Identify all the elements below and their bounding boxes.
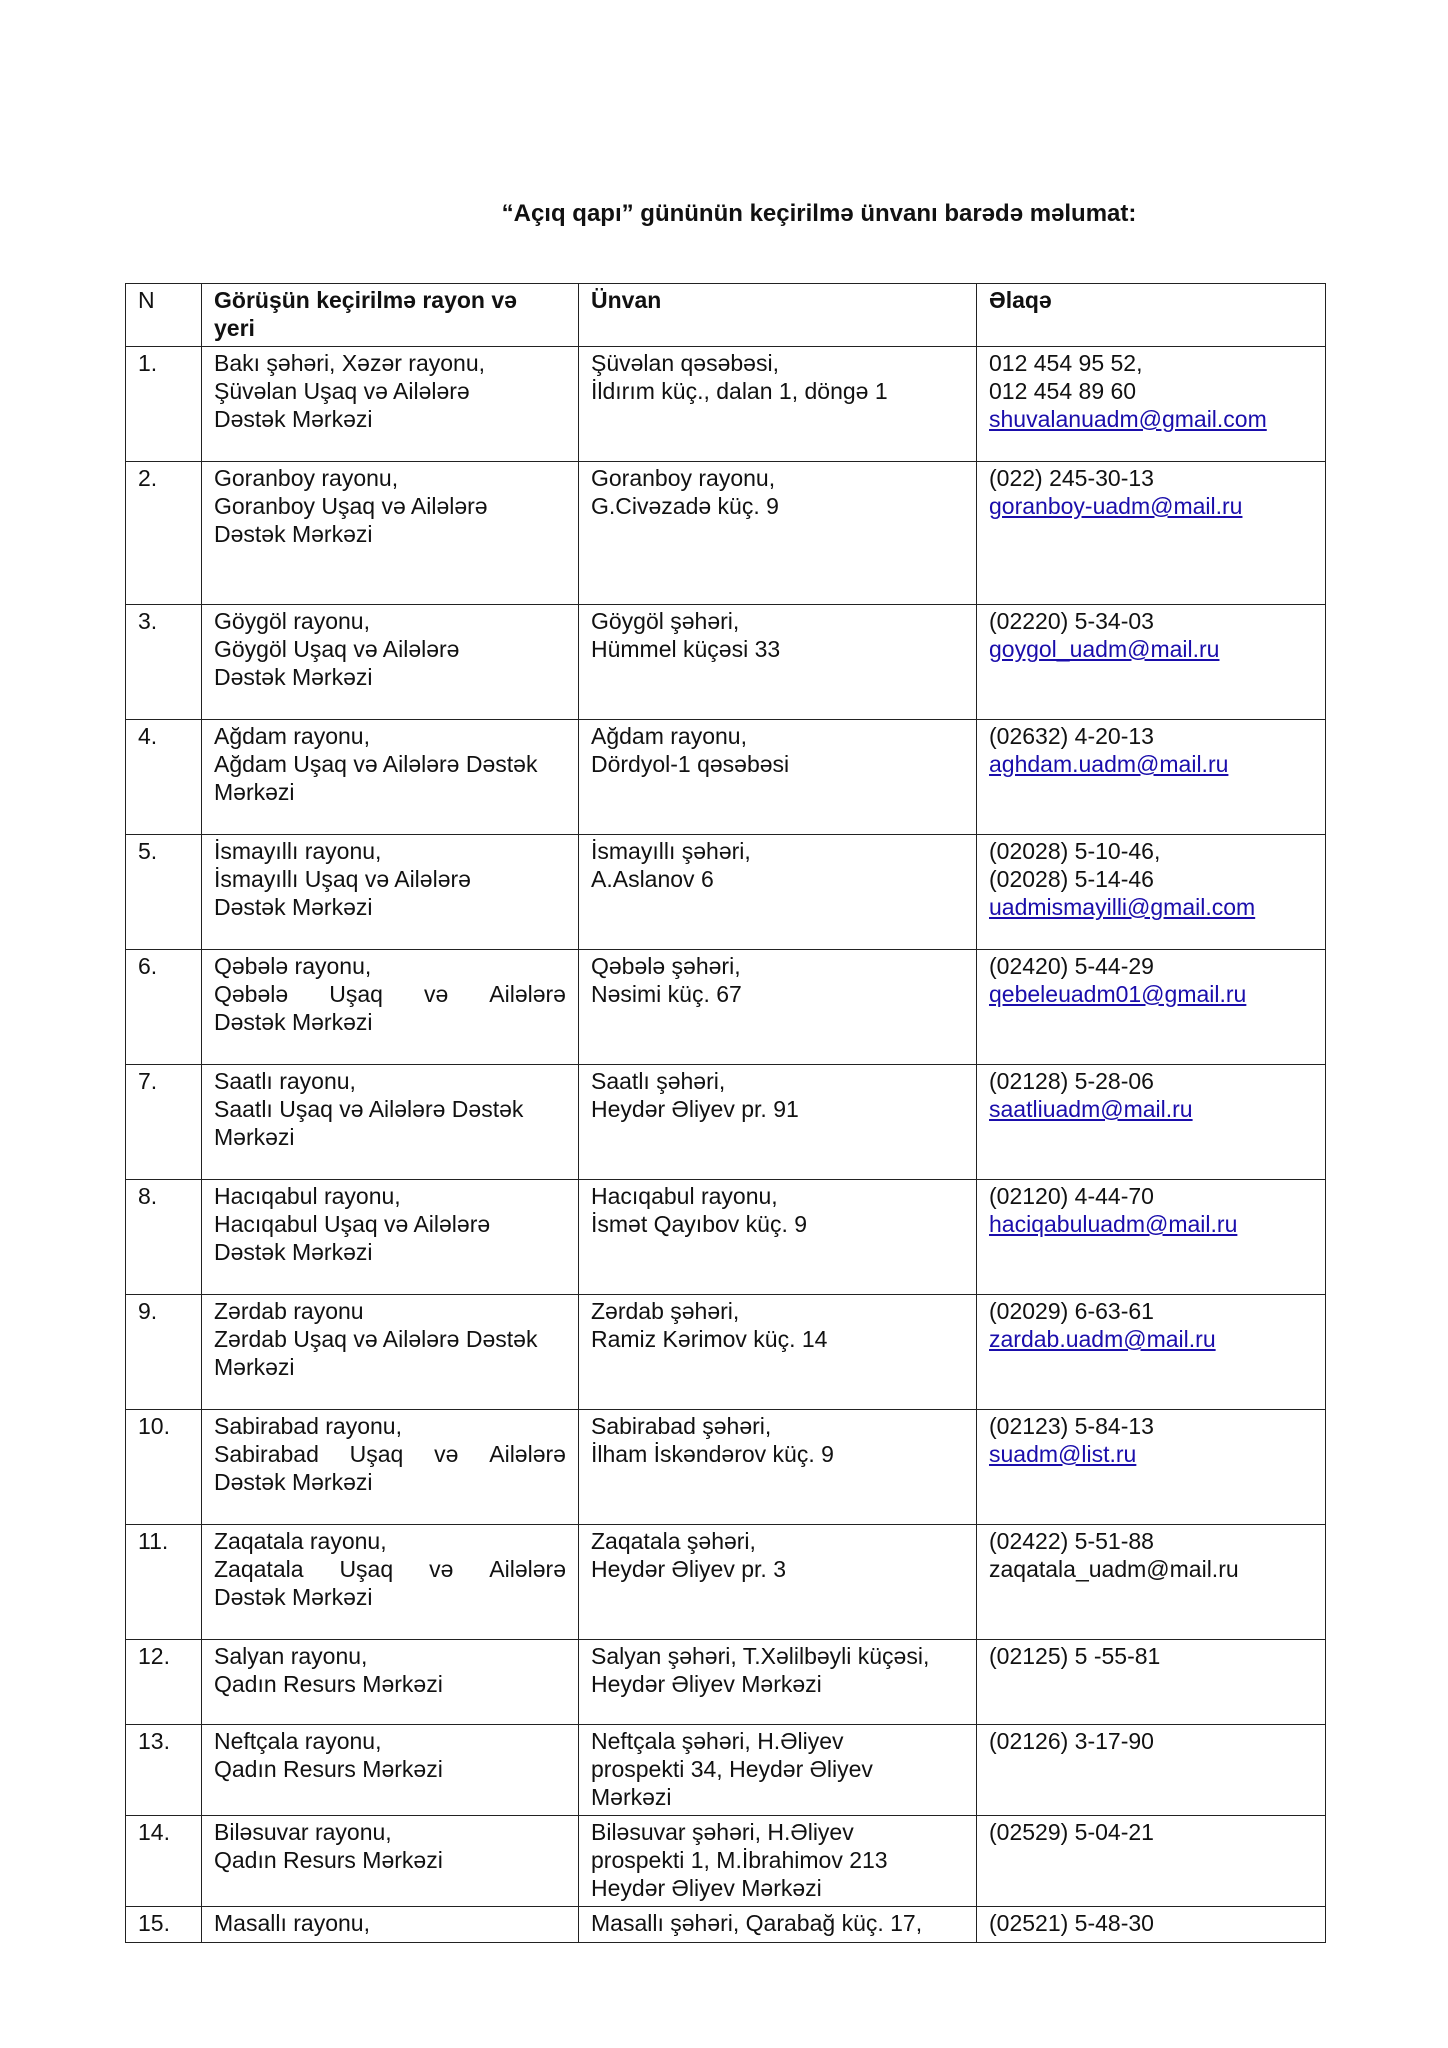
address-line: Mərkəzi	[591, 1784, 672, 1810]
address-cell	[579, 950, 977, 1065]
address-line: A.Aslanov 6	[591, 866, 714, 892]
address-line: İsmət Qayıbov küç. 9	[591, 1211, 808, 1237]
table-row	[126, 605, 1326, 720]
location-line: Sabirabad rayonu,	[214, 1413, 402, 1439]
phone-number: (02521) 5-48-30	[989, 1910, 1154, 1936]
location-cell	[202, 462, 579, 605]
address-cell	[579, 1907, 977, 1943]
table-body	[126, 347, 1326, 1943]
location-cell	[202, 1816, 579, 1907]
address-cell	[579, 1525, 977, 1640]
row-number: 4.	[126, 720, 202, 835]
address-line: Göygöl şəhəri,	[591, 608, 740, 634]
phone-number: (02125) 5 -55-81	[989, 1643, 1161, 1669]
location-line: Saatlı Uşaq və Ailələrə Dəstək	[214, 1096, 524, 1122]
table-header-row	[126, 284, 1326, 347]
location-cell	[202, 1640, 579, 1725]
email-link[interactable]: saatliuadm@mail.ru	[989, 1096, 1193, 1122]
location-line: Zərdab rayonu	[214, 1298, 364, 1324]
row-number: 6.	[126, 950, 202, 1065]
address-cell	[579, 1725, 977, 1816]
contact-cell	[977, 1725, 1326, 1816]
contact-cell	[977, 347, 1326, 462]
location-line: Qadın Resurs Mərkəzi	[214, 1671, 443, 1697]
address-cell	[579, 1180, 977, 1295]
location-cell	[202, 1725, 579, 1816]
location-line: Dəstək Mərkəzi	[214, 406, 373, 432]
location-line: İsmayıllı rayonu,	[214, 838, 382, 864]
contact-cell	[977, 1907, 1326, 1943]
location-line: Dəstək Mərkəzi	[214, 894, 373, 920]
address-cell	[579, 1065, 977, 1180]
location-line: Hacıqabul Uşaq və Ailələrə	[214, 1211, 491, 1237]
table-row	[126, 1065, 1326, 1180]
phone-number: (02632) 4-20-13	[989, 723, 1154, 749]
location-line: Ağdam Uşaq və Ailələrə Dəstək	[214, 751, 538, 777]
phone-number: (02028) 5-14-46	[989, 866, 1154, 892]
phone-number: (02529) 5-04-21	[989, 1819, 1154, 1845]
location-line: Ağdam rayonu,	[214, 723, 370, 749]
table-row	[126, 1180, 1326, 1295]
row-number: 14.	[126, 1816, 202, 1907]
location-line: Dəstək Mərkəzi	[214, 1469, 373, 1495]
word: Uşaq	[349, 1441, 404, 1467]
word: Ailələrə	[489, 1556, 566, 1582]
location-cell	[202, 1525, 579, 1640]
address-line: Qəbələ şəhəri,	[591, 953, 741, 979]
table-row	[126, 1725, 1326, 1816]
phone-number: (022) 245-30-13	[989, 465, 1154, 491]
address-line: Neftçala şəhəri, H.Əliyev	[591, 1728, 844, 1754]
location-line	[214, 1555, 566, 1583]
phone-number: (02120) 4-44-70	[989, 1183, 1154, 1209]
location-line: Göygöl Uşaq və Ailələrə	[214, 636, 460, 662]
location-cell	[202, 347, 579, 462]
address-line: İldırım küç., dalan 1, döngə 1	[591, 378, 888, 404]
address-line: Heydər Əliyev Mərkəzi	[591, 1671, 822, 1697]
location-line: Qəbələ rayonu,	[214, 953, 372, 979]
location-line: Hacıqabul rayonu,	[214, 1183, 401, 1209]
phone-number: (02123) 5-84-13	[989, 1413, 1154, 1439]
address-line: Biləsuvar şəhəri, H.Əliyev	[591, 1819, 854, 1845]
email-link[interactable]: suadm@list.ru	[989, 1441, 1137, 1467]
contact-cell	[977, 1295, 1326, 1410]
address-line: İlham İskəndərov küç. 9	[591, 1441, 834, 1467]
email-link[interactable]: uadmismayilli@gmail.com	[989, 894, 1256, 920]
contact-cell	[977, 835, 1326, 950]
location-line: Dəstək Mərkəzi	[214, 664, 373, 690]
address-line: prospekti 1, M.İbrahimov 213	[591, 1847, 888, 1873]
phone-number: (02028) 5-10-46,	[989, 838, 1161, 864]
header-location-text: Görüşün keçirilmə rayon və	[214, 287, 517, 313]
location-cell	[202, 1295, 579, 1410]
location-line: Mərkəzi	[214, 1354, 295, 1380]
location-line: Saatlı rayonu,	[214, 1068, 356, 1094]
phone-number: (02126) 3-17-90	[989, 1728, 1154, 1754]
phone-number: (02128) 5-28-06	[989, 1068, 1154, 1094]
location-line	[214, 1440, 566, 1468]
word: Zaqatala	[214, 1556, 304, 1582]
location-line: Dəstək Mərkəzi	[214, 521, 373, 547]
location-line: Goranboy rayonu,	[214, 465, 399, 491]
location-line	[214, 980, 566, 1008]
header-contact: Əlaqə	[977, 284, 1326, 347]
contact-cell	[977, 605, 1326, 720]
location-line: Zərdab Uşaq və Ailələrə Dəstək	[214, 1326, 538, 1352]
address-cell	[579, 347, 977, 462]
contact-cell	[977, 950, 1326, 1065]
address-line: Salyan şəhəri, T.Xəlilbəyli küçəsi,	[591, 1643, 930, 1669]
location-line: Şüvəlan Uşaq və Ailələrə	[214, 378, 470, 404]
address-cell	[579, 605, 977, 720]
address-line: Goranboy rayonu,	[591, 465, 776, 491]
phone-number: 012 454 95 52,	[989, 350, 1143, 376]
address-line: G.Civəzadə küç. 9	[591, 493, 779, 519]
address-line: Nəsimi küç. 67	[591, 981, 742, 1007]
word: Qəbələ	[214, 981, 289, 1007]
location-line: Salyan rayonu,	[214, 1643, 368, 1669]
location-cell	[202, 1180, 579, 1295]
location-line: Goranboy Uşaq və Ailələrə	[214, 493, 488, 519]
email-link[interactable]: zardab.uadm@mail.ru	[989, 1326, 1216, 1352]
word: və	[429, 1556, 454, 1582]
word: Sabirabad	[214, 1441, 319, 1467]
address-line: Şüvəlan qəsəbəsi,	[591, 350, 779, 376]
address-line: Dördyol-1 qəsəbəsi	[591, 751, 790, 777]
location-line: Neftçala rayonu,	[214, 1728, 382, 1754]
email-link[interactable]: shuvalanuadm@gmail.com	[989, 406, 1267, 432]
email-link[interactable]: qebeleuadm01@gmail.ru	[989, 981, 1247, 1007]
email-link[interactable]: goranboy-uadm@mail.ru	[989, 493, 1243, 519]
table-row	[126, 1410, 1326, 1525]
location-line: Qadın Resurs Mərkəzi	[214, 1756, 443, 1782]
row-number: 13.	[126, 1725, 202, 1816]
location-line: Dəstək Mərkəzi	[214, 1584, 373, 1610]
row-number: 11.	[126, 1525, 202, 1640]
email-link[interactable]: haciqabuluadm@mail.ru	[989, 1211, 1238, 1237]
word: Uşaq	[329, 981, 383, 1007]
page-title: “Açıq qapı” gününün keçirilmə ünvanı barədə məlumat:	[501, 200, 1137, 227]
row-number: 12.	[126, 1640, 202, 1725]
address-line: Sabirabad şəhəri,	[591, 1413, 772, 1439]
address-cell	[579, 720, 977, 835]
row-number: 8.	[126, 1180, 202, 1295]
location-cell	[202, 1907, 579, 1943]
word: və	[423, 981, 449, 1007]
address-line: Heydər Əliyev pr. 3	[591, 1556, 786, 1582]
address-cell	[579, 1816, 977, 1907]
word: və	[434, 1441, 459, 1467]
location-line: Biləsuvar rayonu,	[214, 1819, 392, 1845]
address-line: Zərdab şəhəri,	[591, 1298, 740, 1324]
address-line: Hümmel küçəsi 33	[591, 636, 781, 662]
word: Ailələrə	[489, 1441, 566, 1467]
row-number: 1.	[126, 347, 202, 462]
contact-cell	[977, 720, 1326, 835]
contact-cell	[977, 462, 1326, 605]
email-link[interactable]: goygol_uadm@mail.ru	[989, 636, 1220, 662]
table-row	[126, 347, 1326, 462]
word: Ailələrə	[489, 981, 566, 1007]
row-number: 15.	[126, 1907, 202, 1943]
location-line: Göygöl rayonu,	[214, 608, 370, 634]
address-line: Hacıqabul rayonu,	[591, 1183, 778, 1209]
phone-number: (02029) 6-63-61	[989, 1298, 1154, 1324]
address-cell	[579, 835, 977, 950]
contact-cell	[977, 1816, 1326, 1907]
table-row	[126, 950, 1326, 1065]
phone-number: (02422) 5-51-88	[989, 1528, 1154, 1554]
address-cell	[579, 462, 977, 605]
location-line: Dəstək Mərkəzi	[214, 1239, 373, 1265]
location-line: Mərkəzi	[214, 1124, 295, 1150]
address-line: Zaqatala şəhəri,	[591, 1528, 756, 1554]
row-number: 7.	[126, 1065, 202, 1180]
contact-cell	[977, 1640, 1326, 1725]
table-row	[126, 1907, 1326, 1943]
row-number: 2.	[126, 462, 202, 605]
word: Uşaq	[339, 1556, 394, 1582]
address-cell	[579, 1410, 977, 1525]
location-cell	[202, 720, 579, 835]
location-cell	[202, 950, 579, 1065]
address-line: İsmayıllı şəhəri,	[591, 838, 751, 864]
address-line: Heydər Əliyev pr. 91	[591, 1096, 799, 1122]
header-n: N	[126, 284, 202, 347]
row-number: 5.	[126, 835, 202, 950]
table-row	[126, 720, 1326, 835]
phone-number: (02220) 5-34-03	[989, 608, 1154, 634]
location-line: Qadın Resurs Mərkəzi	[214, 1847, 443, 1873]
header-location-line1	[214, 286, 566, 314]
table-row	[126, 835, 1326, 950]
location-line: Mərkəzi	[214, 779, 295, 805]
address-line: Heydər Əliyev Mərkəzi	[591, 1875, 822, 1901]
location-line: İsmayıllı Uşaq və Ailələrə	[214, 866, 471, 892]
address-line: Ramiz Kərimov küç. 14	[591, 1326, 828, 1352]
row-number: 3.	[126, 605, 202, 720]
header-address: Ünvan	[579, 284, 977, 347]
location-cell	[202, 1065, 579, 1180]
contact-cell	[977, 1525, 1326, 1640]
email-link[interactable]: aghdam.uadm@mail.ru	[989, 751, 1229, 777]
table-row	[126, 1640, 1326, 1725]
phone-number: 012 454 89 60	[989, 378, 1137, 404]
location-cell	[202, 1410, 579, 1525]
contact-cell	[977, 1410, 1326, 1525]
location-line: Zaqatala rayonu,	[214, 1528, 387, 1554]
contact-table	[125, 283, 1326, 1943]
location-line: Masallı rayonu,	[214, 1910, 370, 1936]
row-number: 10.	[126, 1410, 202, 1525]
location-line: Dəstək Mərkəzi	[214, 1009, 373, 1035]
email-text: zaqatala_uadm@mail.ru	[989, 1556, 1239, 1582]
contact-cell	[977, 1065, 1326, 1180]
row-number: 9.	[126, 1295, 202, 1410]
table-row	[126, 1816, 1326, 1907]
location-cell	[202, 835, 579, 950]
table-row	[126, 462, 1326, 605]
contact-cell	[977, 1180, 1326, 1295]
address-cell	[579, 1295, 977, 1410]
address-line: Ağdam rayonu,	[591, 723, 747, 749]
header-location-line2: yeri	[214, 315, 255, 341]
phone-number: (02420) 5-44-29	[989, 953, 1154, 979]
address-line: Saatlı şəhəri,	[591, 1068, 726, 1094]
address-line: prospekti 34, Heydər Əliyev	[591, 1756, 873, 1782]
address-line: Masallı şəhəri, Qarabağ küç. 17,	[591, 1910, 923, 1936]
location-line: Bakı şəhəri, Xəzər rayonu,	[214, 350, 486, 376]
table-row	[126, 1295, 1326, 1410]
address-cell	[579, 1640, 977, 1725]
table-row	[126, 1525, 1326, 1640]
header-location	[202, 284, 579, 347]
location-cell	[202, 605, 579, 720]
